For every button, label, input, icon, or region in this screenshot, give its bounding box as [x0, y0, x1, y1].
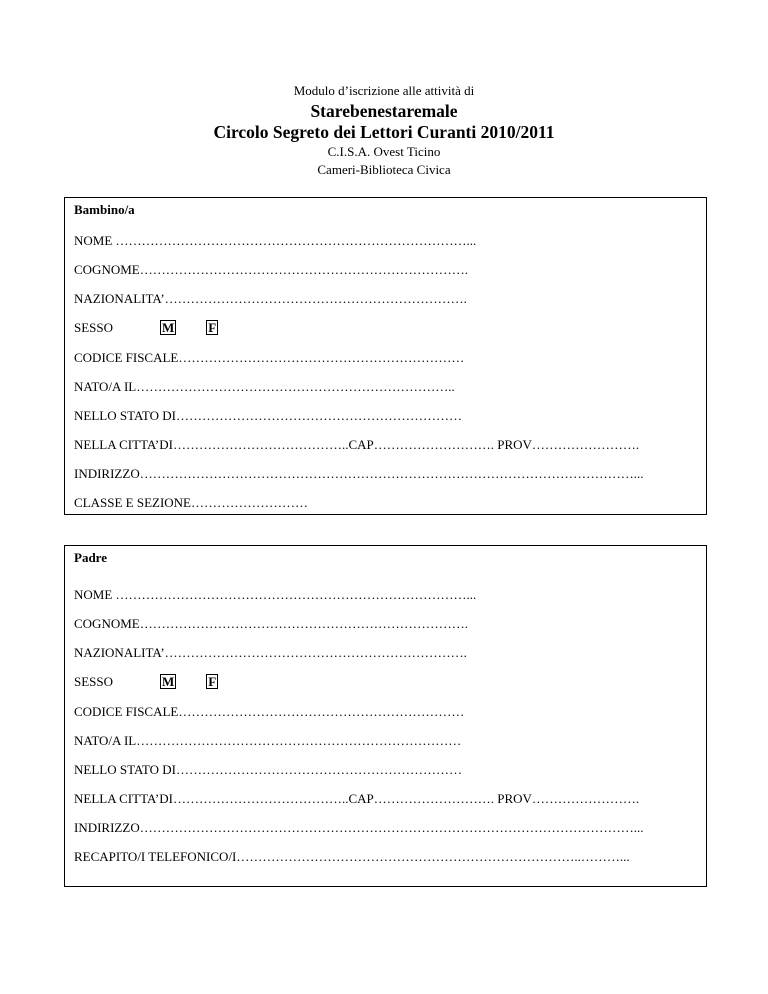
child-nazionalita-field[interactable]: NAZIONALITA’……………………………………………………………. [74, 291, 467, 306]
child-section-title: Bambino/a [74, 202, 135, 217]
father-sesso-label: SESSO [74, 674, 114, 689]
father-stato-field[interactable]: NELLO STATO DI………………………………………………………… [74, 762, 462, 777]
child-sesso-row [74, 320, 218, 336]
document-header [0, 83, 768, 179]
organization-name: C.I.S.A. Ovest Ticino [327, 144, 441, 159]
document-title: Starebenestaremale [310, 101, 458, 121]
father-nazionalita-field[interactable]: NAZIONALITA’……………………………………………………………. [74, 645, 467, 660]
father-sesso-row [74, 674, 218, 690]
father-section-title: Padre [74, 550, 107, 565]
father-recapito-field[interactable]: RECAPITO/I TELEFONICO/I……………………………………………………………………..………... [74, 849, 630, 864]
organization-location: Cameri-Biblioteca Civica [317, 162, 451, 177]
child-citta-field[interactable]: NELLA CITTA’DI…………………………………..CAP………………………. PROV……………………. [74, 437, 640, 452]
intro-text: Modulo d’iscrizione alle attività di [293, 83, 475, 98]
child-sesso-m-checkbox[interactable]: M [162, 320, 175, 335]
father-sesso-m-checkbox[interactable]: M [162, 674, 175, 689]
father-indirizzo-field[interactable]: INDIRIZZO……………………………………………………………………………………………………... [74, 820, 644, 835]
child-cognome-field[interactable]: COGNOME…………………………………………………………………. [74, 262, 468, 277]
father-sesso-f-checkbox[interactable]: F [208, 674, 217, 689]
child-stato-field[interactable]: NELLO STATO DI………………………………………………………… [74, 408, 462, 423]
child-sesso-label: SESSO [74, 320, 114, 335]
child-sesso-f-checkbox[interactable]: F [208, 320, 217, 335]
document-subtitle: Circolo Segreto dei Lettori Curanti 2010/2011 [213, 122, 555, 142]
father-codice-fiscale-field[interactable]: CODICE FISCALE………………………………………………………… [74, 704, 465, 719]
father-section [64, 545, 707, 887]
child-codice-fiscale-field[interactable]: CODICE FISCALE………………………………………………………… [74, 350, 465, 365]
child-nome-field[interactable]: NOME ………………………………………………………………………... [74, 233, 477, 248]
child-section [64, 197, 707, 515]
child-nato-field[interactable]: NATO/A IL……………………………………………………………….. [74, 379, 455, 394]
father-cognome-field[interactable]: COGNOME…………………………………………………………………. [74, 616, 468, 631]
father-citta-field[interactable]: NELLA CITTA’DI…………………………………..CAP………………………. PROV……………………. [74, 791, 640, 806]
father-nato-field[interactable]: NATO/A IL………………………………………………………………… [74, 733, 462, 748]
child-indirizzo-field[interactable]: INDIRIZZO……………………………………………………………………………………………………... [74, 466, 644, 481]
father-nome-field[interactable]: NOME ………………………………………………………………………... [74, 587, 477, 602]
child-classe-field[interactable]: CLASSE E SEZIONE……………………… [74, 495, 308, 510]
